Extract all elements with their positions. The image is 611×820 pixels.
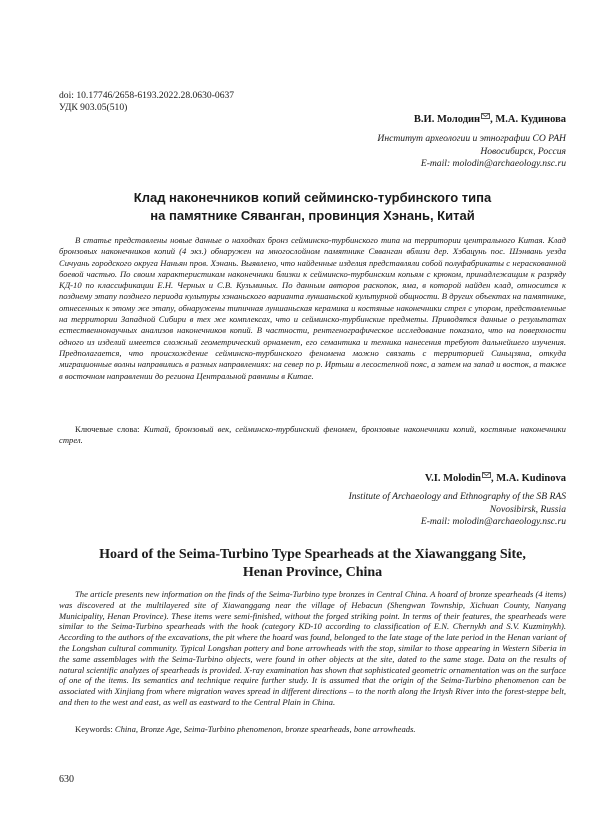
keywords-text-en: China, Bronze Age, Seima-Turbino phenomenon, bronze spearheads, bone arrowheads. — [114, 724, 416, 734]
page-number: 630 — [59, 774, 74, 785]
authors-ru — [414, 114, 566, 125]
affiliation-en — [349, 491, 566, 529]
udk-line: УДК 903.05(510) — [59, 102, 128, 113]
affiliation-ru — [377, 133, 566, 171]
doi-line: doi: 10.17746/2658-6193.2022.28.0630-0637 — [59, 90, 235, 101]
author-molodin-ru: В.И. Молодин — [413, 114, 481, 125]
authors-en — [425, 473, 566, 484]
city-ru: Новосибирск, Россия — [480, 145, 566, 157]
author-molodin-en: V.I. Molodin — [424, 473, 482, 484]
author-kudinova-ru: , М.А. Кудинова — [490, 114, 566, 125]
keywords-label-ru: Ключевые слова: — [75, 424, 144, 434]
title-en — [59, 546, 566, 582]
title-ru-line1: Клад наконечников копий сейминско-турбинского типа — [133, 190, 492, 205]
title-en-line1: Hoard of the Seima-Turbino Type Spearheads at the Xiawanggang Site, — [99, 547, 526, 562]
keywords-text-ru: Китай, бронзовый век, сейминско-турбинский феномен, бронзовые наконечники копий, костяные наконечники стрел. — [59, 424, 566, 446]
institution-en: Institute of Archaeology and Ethnography of the SB RAS — [348, 491, 566, 502]
title-ru — [59, 189, 566, 225]
abstract-ru: В статье представлены новые данные о находках бронз сейминско-турбинского типа на территории центрального Китая. Клад бронзовых наконечников копий (4 экз.) обнаружен на многослойном памятнике Сяванган вблизи дер. Хэбацунь пос. Шэнвань уезда Сичуань городского округа Наньян пров. Хэнань. Выявлено, что найденные изделия представляли собой полуфабрикаты с нераскованной боевой частью. По своим характеристикам наконечники близки к сейминско-турбинским копьям с крюком, принадлежащим к разряду КД-10 по классификации Е.Н. Черных и С.В. Кузьминых. По данным авторов раскопок, яма, в которой найден клад, относится к позднему этапу позднего периода культуры хэнаньского варианта луншаньской культурной общности. В других объектах на памятнике, отнесенных к этому же этапу, обнаружены типичная луншаньская керамика и костяные наконечники стрел с упором, представленные на территории Западной Сибири в тех же комплексах, что и сейминско-турбинские предметы. Приводятся данные о результатах естественнонаучных анализов наконечников копий. В частности, рентгенографическое исследование показало, что на поверхности одного из изделий имеется сложный геометрический орнамент, его семантика и техника нанесения требуют дальнейшего изучения. Предполагается, что происхождение сейминско-турбинского феномена можно связать с территорией Синьцзяна, откуда миграционные волны направились в разных направлениях: на север по р. Иртыш в лесостепной пояс, а затем на запад и восток, а также в восточном направлении до региона Центральной равнины в Китае. — [59, 235, 566, 381]
keywords-ru — [59, 424, 566, 447]
institution-ru: Институт археологии и этнографии СО РАН — [377, 133, 566, 144]
city-en: Novosibirsk, Russia — [489, 503, 566, 515]
title-ru-line2: на памятнике Сяванган, провинция Хэнань, Китай — [150, 208, 475, 223]
doi-block — [59, 90, 234, 114]
mail-icon — [481, 113, 490, 119]
keywords-en — [59, 724, 566, 735]
mail-icon — [482, 472, 491, 478]
title-en-line2: Henan Province, China — [242, 565, 383, 580]
abstract-en: The article presents new information on the finds of the Seima-Turbino type bronzes in Central China. A hoard of bronze spearheads (4 items) was discovered at the multilayered site of Xiawanggang near the village of Hebacun (Shengwan Township, Xichuan County, Nanyang Municipality, Henan Province). These items were semi-finished, without the forged striking point. In terms of their features, the spearheads were similar to the Seima-Turbino spearheads with the hook (category KD-10 according to classification of E.N. Chernykh and S.V. Kuzminykh). According to the authors of the excavations, the pit where the hoard was found, belonged to the late stage of the late period in the Henan variant of the Longshan cultural community. Typical Longshan pottery and bone arrowheads with the stop, similar to those appearing in Western Siberia in the same assemblages with the Seima-Turbino objects, were found in other objects at the site, dated to the same stage. Data on the results of natural scientific analyzes of spearheads is provided. X-ray examination has shown that sophisticated geometric ornamentation was on the surface of one of the items. Its semantics and technique require further study. It is assumed that the origin of the Seima-Turbino phenomenon can be associated with Xinjiang from where migration waves spread in different directions – to the north along the Irtysh River into the forest-steppe belt, and then to the west and east, as well as eastward to the Central Plain in China. — [59, 589, 566, 707]
keywords-label-en: Keywords: — [75, 724, 115, 734]
author-kudinova-en: , M.A. Kudinova — [491, 473, 566, 484]
email-en[interactable]: E-mail: molodin@archaeology.nsc.ru — [420, 516, 566, 528]
email-ru[interactable]: E-mail: molodin@archaeology.nsc.ru — [420, 158, 566, 170]
